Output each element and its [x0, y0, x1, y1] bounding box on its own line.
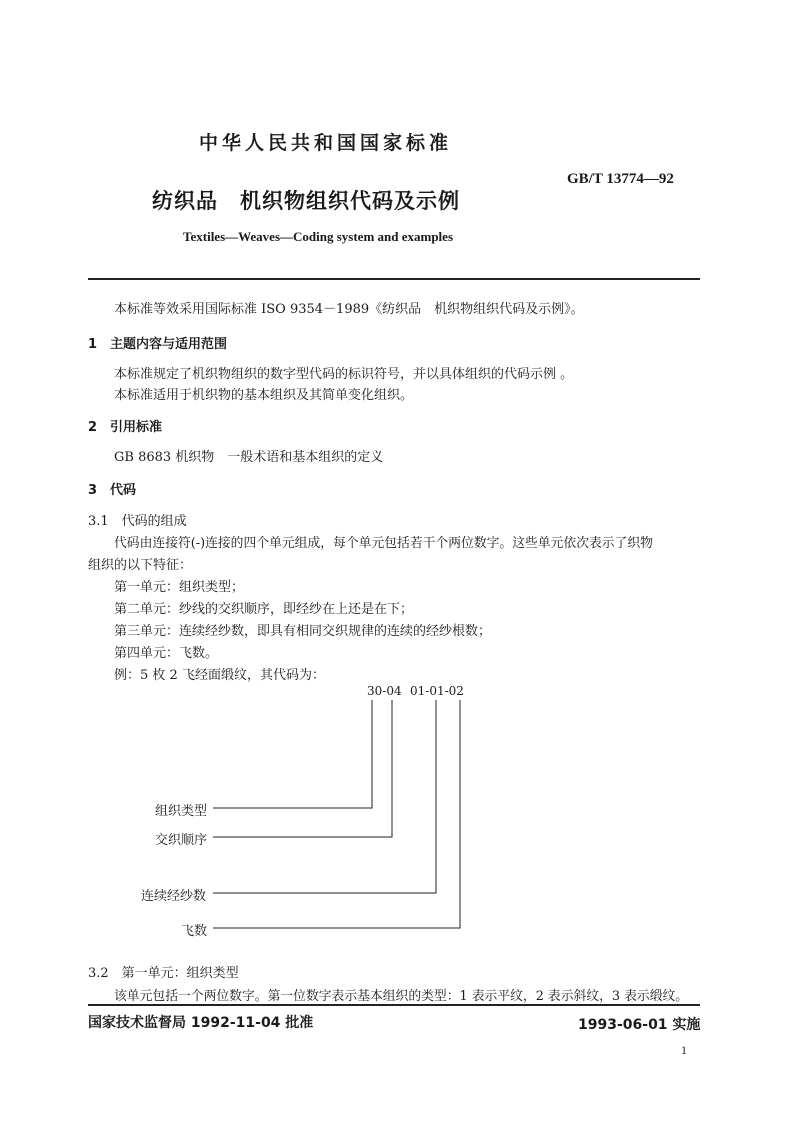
unit-4-description: 第四单元：飞数。 [114, 646, 219, 661]
leader-line-unit-2 [213, 700, 392, 837]
section-2-heading: 2 引用标准 [88, 420, 163, 435]
section-1-paragraph-1: 本标准规定了机织物组织的数字型代码的标识符号，并以具体组织的代码示例 。 [114, 367, 574, 382]
code-segment-right: 01-01-02 [410, 684, 464, 698]
diagram-label-interlacing-order: 交织顺序 [155, 833, 208, 848]
code-segment-left: 30-04 [367, 684, 402, 698]
section-3-2-heading: 3.2 第一单元：组织类型 [88, 966, 239, 981]
section-3-heading: 3 代码 [88, 483, 137, 498]
section-3-2-paragraph: 该单元包括一个两位数字。第一位数字表示基本组织的类型：1 表示平纹，2 表示斜纹，3 表示缎纹。 [114, 989, 689, 1004]
section-3-1-heading: 3.1 代码的组成 [88, 514, 187, 529]
example-caption: 例：5 枚 2 飞经面缎纹，其代码为： [114, 668, 325, 683]
footer-divider [88, 1004, 700, 1006]
unit-1-description: 第一单元：组织类型； [114, 580, 245, 595]
implementation-date: 1993-06-01 实施 [578, 1017, 701, 1033]
standard-code: GB/T 13774—92 [567, 171, 674, 187]
section-2-reference: GB 8683 机织物 一般术语和基本组织的定义 [114, 450, 384, 465]
section-1-paragraph-2: 本标准适用于机织物的基本组织及其简单变化组织。 [114, 388, 414, 403]
approval-statement: 国家技术监督局 1992-11-04 批准 [88, 1015, 314, 1031]
diagram-label-consecutive-warps: 连续经纱数 [141, 889, 207, 904]
national-standard-title: 中华人民共和国国家标准 [199, 132, 453, 154]
section-3-1-paragraph-line-2: 组织的以下特征： [88, 558, 193, 573]
diagram-label-move-number: 飞数 [181, 924, 208, 939]
unit-2-description: 第二单元：纱线的交织顺序，即经纱在上还是在下； [114, 602, 414, 617]
diagram-label-organization-type: 组织类型 [155, 804, 208, 819]
leader-line-unit-3 [213, 700, 436, 893]
document-title-english: Textiles—Weaves—Coding system and examples [183, 229, 453, 244]
leader-line-unit-1 [213, 700, 372, 808]
section-1-heading: 1 主题内容与适用范围 [88, 337, 228, 352]
intro-paragraph: 本标准等效采用国际标准 ISO 9354－1989《纺织品 机织物组织代码及示例》。 [114, 302, 584, 317]
section-3-1-paragraph-line-1: 代码由连接符(-)连接的四个单元组成，每个单元包括若干个两位数字。这些单元依次表示了织物 [114, 536, 653, 551]
unit-3-description: 第三单元：连续经纱数，即具有相同交织规律的连续的经纱根数； [114, 624, 492, 639]
document-title: 纺织品 机织物组织代码及示例 [152, 189, 460, 213]
leader-line-unit-4 [213, 700, 460, 928]
page-number: 1 [681, 1043, 687, 1057]
